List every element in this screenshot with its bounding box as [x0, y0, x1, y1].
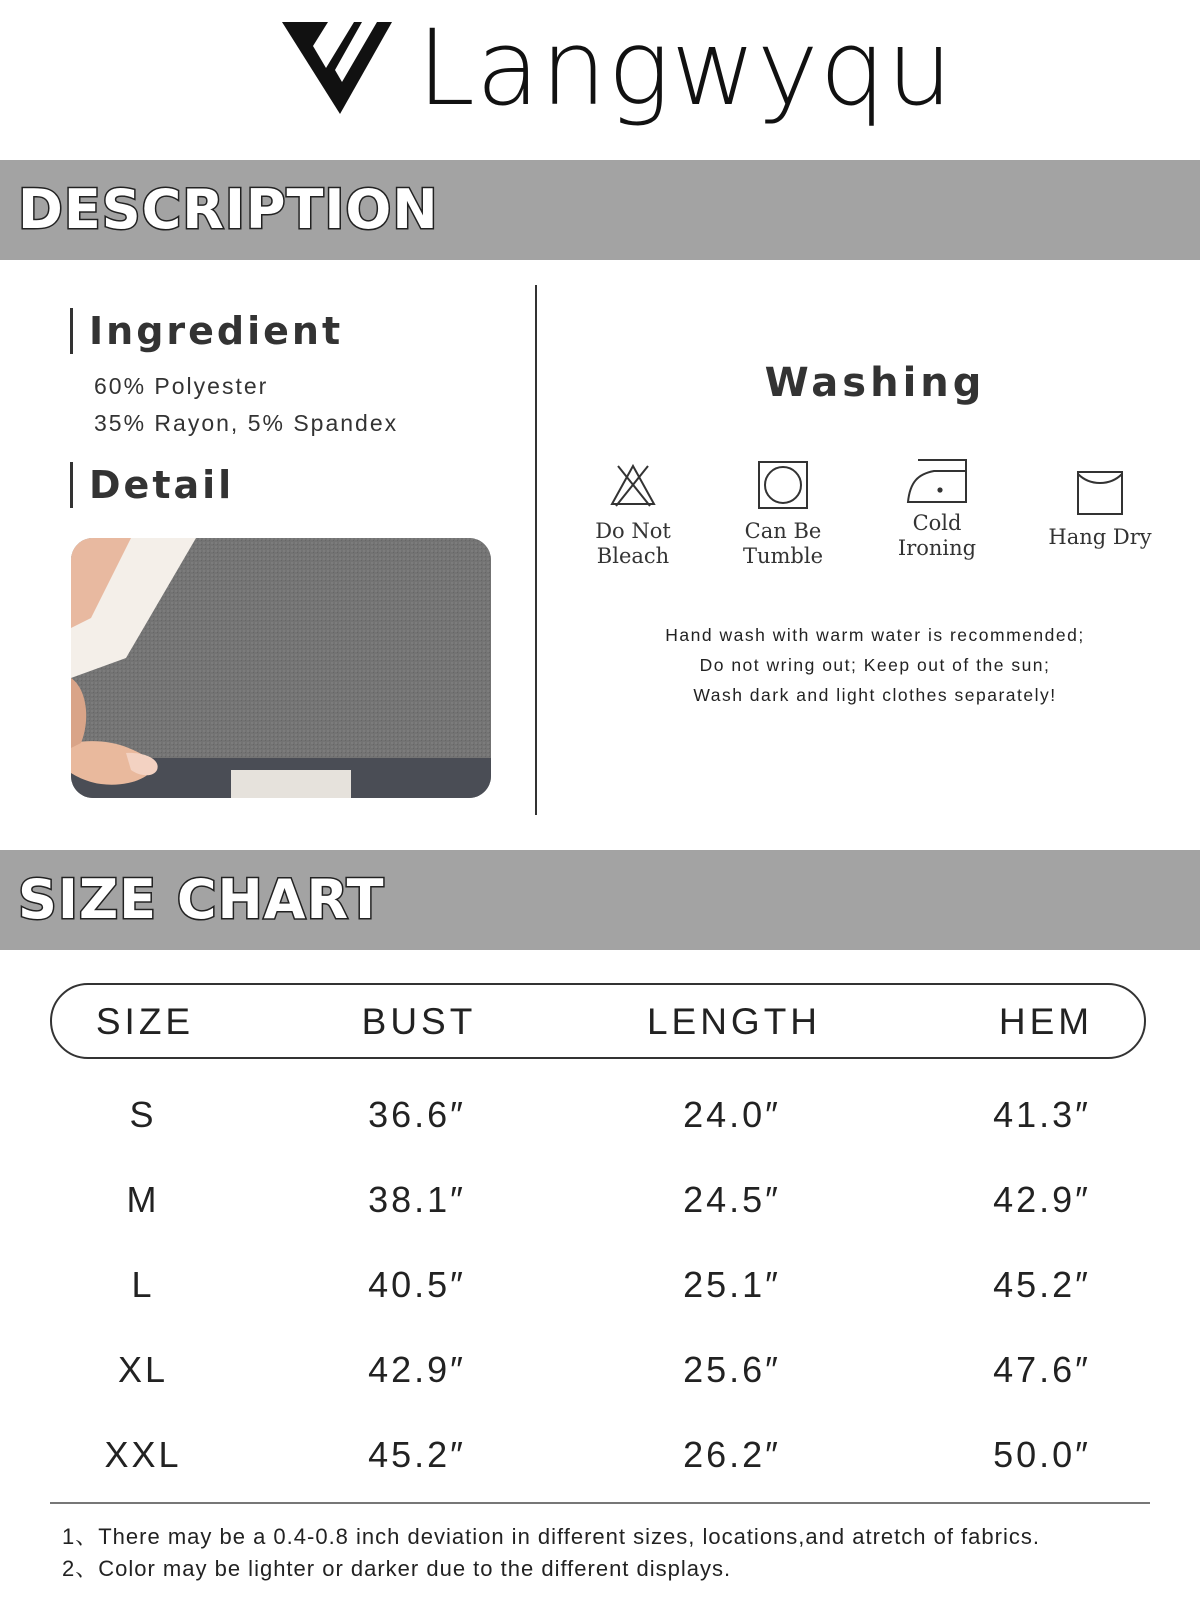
footnote-1: 1、There may be a 0.4-0.8 inch deviation in different sizes, locations,and atretch of fabrics. — [62, 1524, 1040, 1549]
fabric-detail-photo — [71, 538, 491, 798]
care-label-line2: Tumble — [742, 544, 824, 568]
col-header-size: SIZE — [95, 1001, 195, 1042]
cell-size: S — [129, 1094, 157, 1135]
cell-length: 25.1″ — [683, 1264, 781, 1305]
cell-length: 24.0″ — [683, 1094, 781, 1135]
footnote-2: 2、Color may be lighter or darker due to the different displays. — [62, 1556, 732, 1581]
ingredient-heading: Ingredient — [70, 308, 343, 354]
cell-bust: 38.1″ — [368, 1179, 466, 1220]
wash-note-2: Do not wring out; Keep out of the sun; — [699, 655, 1051, 675]
description-title: DESCRIPTION — [18, 178, 439, 241]
care-cold-iron — [862, 456, 1012, 561]
size-table-header — [50, 983, 1146, 1059]
ingredient-line-1: 60% Polyester — [94, 373, 269, 399]
care-label-line1: Can Be — [744, 519, 822, 543]
cell-hem: 45.2″ — [993, 1264, 1091, 1305]
cell-size: XL — [117, 1349, 169, 1390]
cell-bust: 40.5″ — [368, 1264, 466, 1305]
cell-hem: 41.3″ — [993, 1094, 1091, 1135]
do-not-bleach-icon — [608, 460, 658, 510]
cell-length: 26.2″ — [683, 1434, 781, 1475]
size-chart-banner — [0, 850, 1200, 950]
cell-hem: 47.6″ — [993, 1349, 1091, 1390]
section-divider — [535, 285, 537, 815]
brand-name: Langwyqu — [417, 7, 954, 129]
brand-logo — [282, 7, 954, 137]
care-hang-dry — [1025, 470, 1175, 550]
cell-hem: 42.9″ — [993, 1179, 1091, 1220]
cell-bust: 45.2″ — [368, 1434, 466, 1475]
size-chart-title: SIZE CHART — [18, 868, 385, 931]
tumble-dry-icon — [757, 460, 809, 510]
care-label-line1: Cold — [912, 511, 962, 535]
care-label-line2: Bleach — [596, 544, 670, 568]
wash-note-3: Wash dark and light clothes separately! — [693, 685, 1057, 705]
brand-v-icon — [282, 22, 392, 117]
washing-title: Washing — [764, 360, 986, 406]
care-label-line1: Do Not — [595, 519, 671, 543]
cell-bust: 36.6″ — [368, 1094, 466, 1135]
cell-length: 24.5″ — [683, 1179, 781, 1220]
cell-size: XXL — [104, 1434, 182, 1475]
description-banner — [0, 160, 1200, 260]
care-do-not-bleach — [558, 460, 708, 569]
cell-hem: 50.0″ — [993, 1434, 1091, 1475]
care-label-line2: Ironing — [897, 536, 977, 560]
detail-heading: Detail — [70, 462, 234, 508]
col-header-length: LENGTH — [646, 1001, 822, 1042]
table-bottom-rule — [50, 1502, 1150, 1504]
col-header-hem: HEM — [998, 1001, 1094, 1042]
cell-size: L — [131, 1264, 155, 1305]
ingredient-line-2: 35% Rayon, 5% Spandex — [94, 410, 399, 436]
cell-size: M — [126, 1179, 160, 1220]
cold-iron-icon — [904, 456, 970, 506]
col-header-bust: BUST — [361, 1001, 477, 1042]
hang-dry-icon — [1076, 470, 1124, 516]
care-tumble — [708, 460, 858, 569]
cell-length: 25.6″ — [683, 1349, 781, 1390]
cell-bust: 42.9″ — [368, 1349, 466, 1390]
wash-note-1: Hand wash with warm water is recommended; — [665, 625, 1085, 645]
care-label-line1: Hang Dry — [1048, 525, 1152, 549]
